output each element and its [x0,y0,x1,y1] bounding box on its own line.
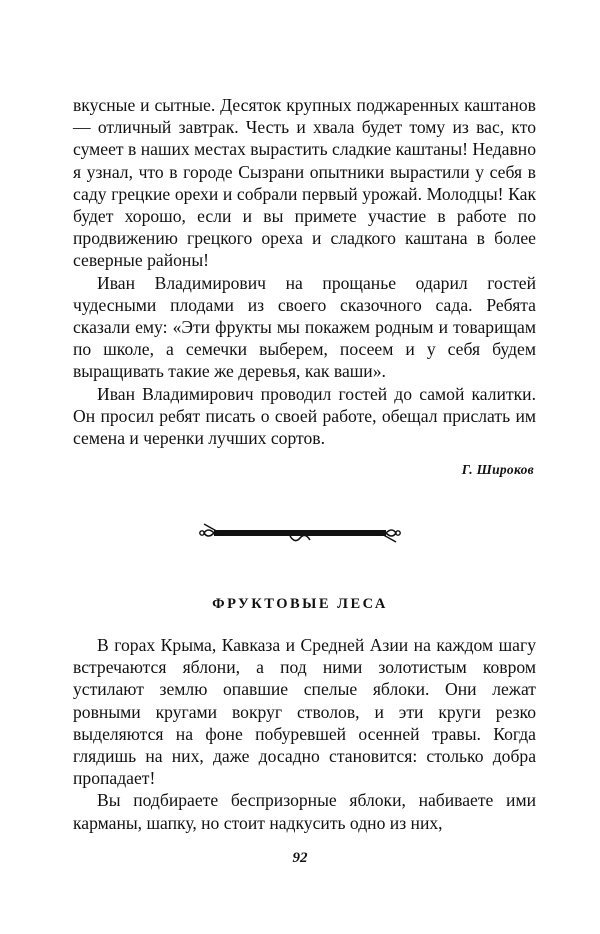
paragraph: Вы подбираете беспризорные яблоки, набиваете ими карманы, шапку, но стоит надкусить одно из них, [73,790,536,833]
paragraph: Иван Владимирович на прощанье одарил гостей чудесными плодами из своего сказочного сада. Ребята сказали ему: «Эти фрукты мы покажем родным и товарищам по школе, а семечки выберем, посеем и у себя будем выращивать такие же деревья, как ваши». [73,272,536,382]
lower-text [73,634,536,834]
paragraph: Иван Владимирович проводил гостей до самой калитки. Он просил ребят писать о своей работе, обещал прислать им семена и черенки лучших сортов. [73,383,536,449]
ornament-divider-icon [198,518,402,548]
page-number: 92 [292,850,308,866]
author-signature: Г. Широков [461,462,534,477]
paragraph-continued: вкусные и сытные. Десяток крупных поджаренных каштанов — отличный завтрак. Честь и хвала будет тому из вас, кто сумеет в наших местах вырастить сладкие каштаны! Недавно я узнал, что в городе Сызрани опытники вырастили у себя в саду грецкие орехи и собрали первый урожай. Молодцы! Как будет хорошо, если и вы примете участие в работе по продвижению грецкого ореха и сладкого каштана в более северные районы! [73,95,536,271]
paragraph: В горах Крыма, Кавказа и Средней Азии на каждом шагу встречаются яблони, а под ними золотистым ковром устилают землю опавшие спелые яблоки. Они лежат ровными кругами вокруг стволов, и эти круги резко выделяются на фоне побуревшей осенней травы. Когда глядишь на них, даже досадно становится: столько добра пропадает! [73,635,536,789]
section-title: ФРУКТОВЫЕ ЛЕСА [212,596,388,612]
upper-text [73,94,536,449]
